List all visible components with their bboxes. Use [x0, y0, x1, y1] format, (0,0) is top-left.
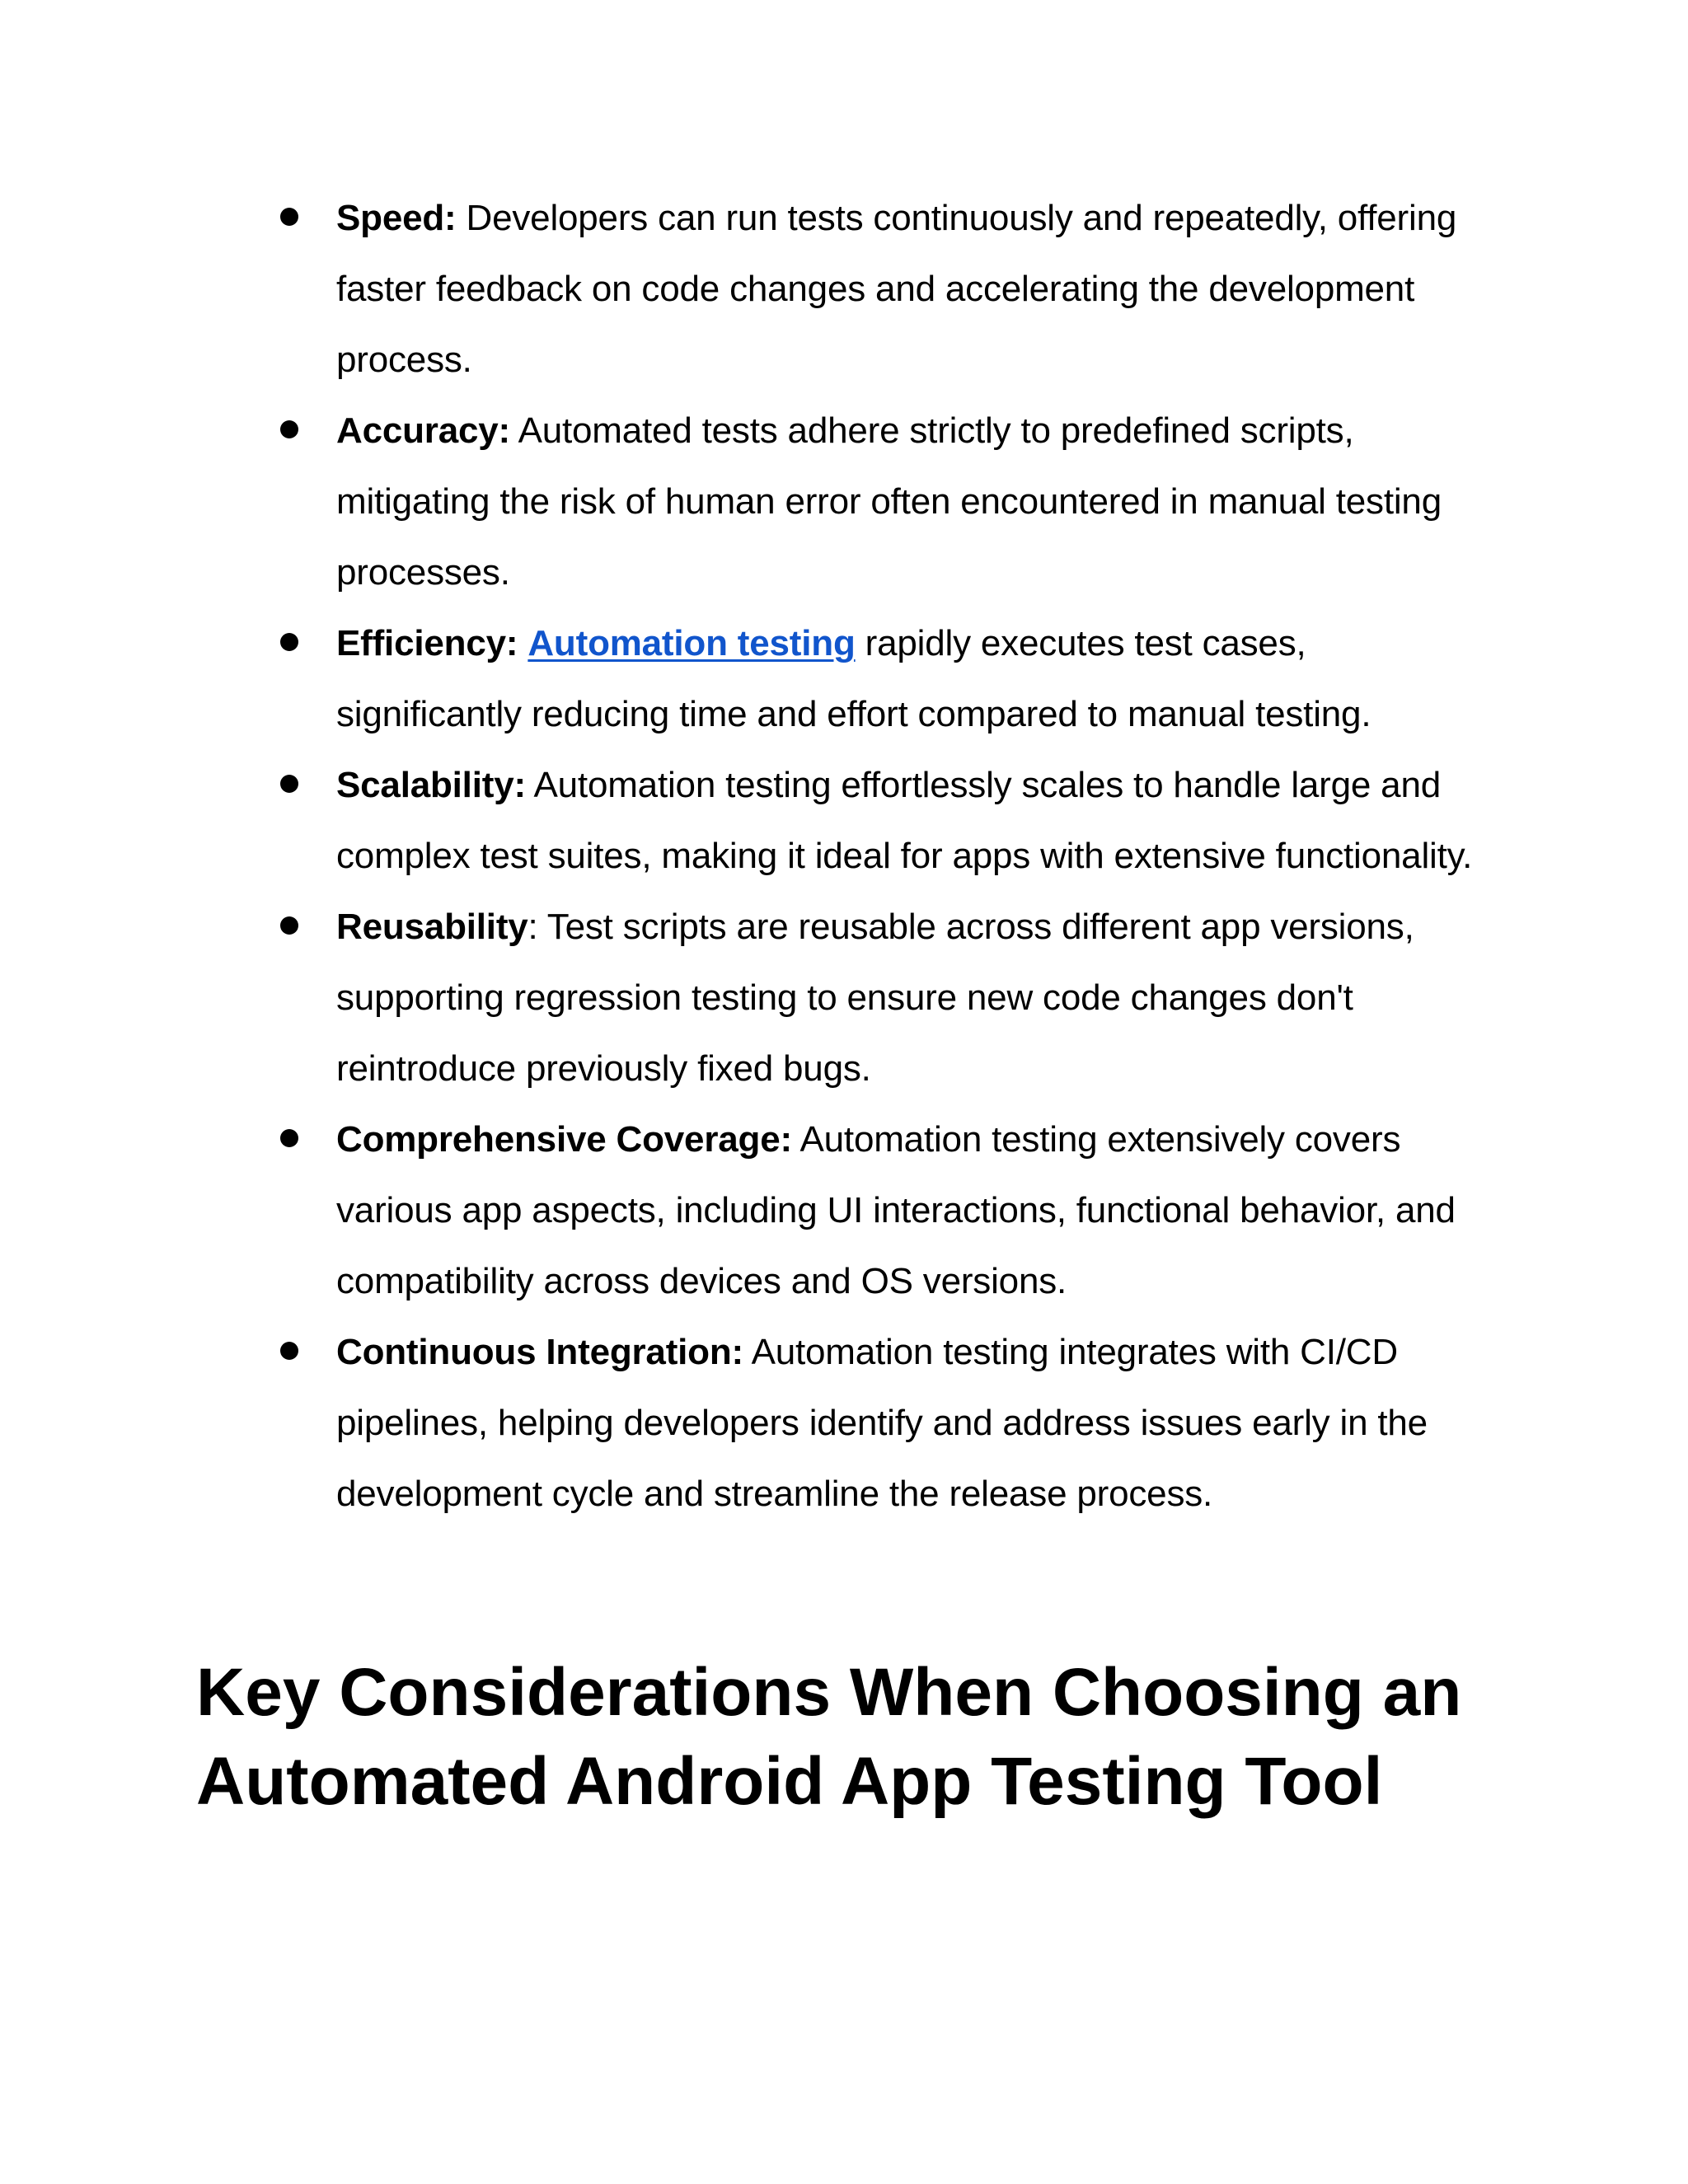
description-continuous-integration: Automation testing integrates with CI/CD pipelines, helping developers identify and address issues early in the development cycle and streamline the release process.: [336, 1332, 1428, 1514]
term-continuous-integration: Continuous Integration:: [336, 1332, 743, 1372]
bullet-icon: [280, 1129, 298, 1147]
description-accuracy: Automated tests adhere strictly to predefined scripts, mitigating the risk of human error often encountered in manual testing processes.: [336, 410, 1442, 593]
list-item-coverage: [280, 1104, 1492, 1317]
list-item-efficiency: [280, 608, 1492, 750]
bullet-icon: [280, 775, 298, 793]
term-efficiency: Efficiency:: [336, 623, 518, 663]
list-item-reusability: [280, 892, 1492, 1104]
term-reusability: Reusability: [336, 907, 528, 947]
bullet-icon: [280, 1342, 298, 1360]
list-item-speed: [280, 183, 1492, 396]
term-accuracy: Accuracy:: [336, 410, 510, 451]
description-speed: Developers can run tests continuously and repeatedly, offering faster feedback on code changes and accelerating the development process.: [336, 198, 1457, 380]
list-item-scalability: [280, 750, 1492, 892]
list-item-continuous-integration: [280, 1317, 1492, 1530]
bullet-icon: [280, 208, 298, 226]
term-coverage: Comprehensive Coverage:: [336, 1119, 792, 1160]
description-scalability: Automation testing effortlessly scales to handle large and complex test suites, making it ideal for apps with extensive functionality.: [336, 765, 1473, 876]
bullet-icon: [280, 916, 298, 935]
description-efficiency: rapidly executes test cases, significantly reducing time and effort compared to manual testing.: [336, 623, 1372, 734]
benefits-list: [280, 183, 1492, 1530]
description-coverage: Automation testing extensively covers various app aspects, including UI interactions, functional behavior, and compatibility across devices and OS versions.: [336, 1119, 1456, 1301]
section-heading: Key Considerations When Choosing an Automated Android App Testing Tool: [196, 1655, 1462, 1819]
bullet-icon: [280, 420, 298, 438]
automation-testing-link[interactable]: Automation testing: [528, 623, 856, 663]
term-scalability: Scalability:: [336, 765, 526, 805]
term-speed: Speed:: [336, 198, 457, 238]
spacer-efficiency: [518, 623, 528, 663]
description-reusability: : Test scripts are reusable across different app versions, supporting regression testing to ensure new code changes don't reintroduce previously fixed bugs.: [336, 907, 1414, 1089]
list-item-accuracy: [280, 396, 1492, 608]
bullet-icon: [280, 633, 298, 651]
